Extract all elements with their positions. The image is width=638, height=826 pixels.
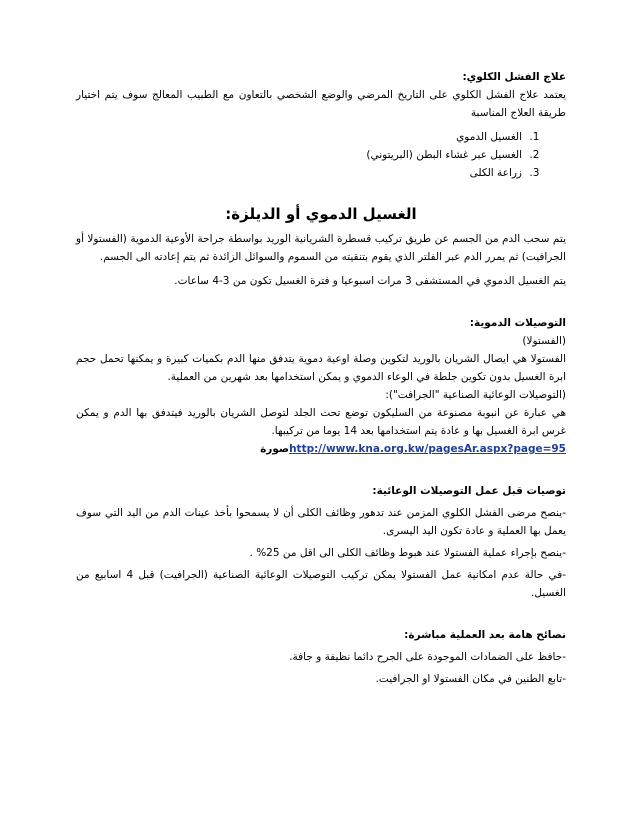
graft-subtitle: (التوصيلات الوعائية الصناعية "الجرافت"): [385, 389, 566, 401]
pre-access-recommendations-title: توصيات قبل عمل التوصيلات الوعائية: [372, 485, 566, 497]
recommendation-2: -ينصح بإجراء عملية الفستولا عند هبوط وظائف الكلى الى اقل من 25% . [249, 547, 566, 559]
list-item: 2. الغسيل عبر غشاء البطن (البريتوني) [76, 146, 526, 164]
hemodialysis-schedule: يتم الغسيل الدموي في المستشفى 3 مرات اسبوعيا و فترة الغسيل تكون من 3-4 ساعات. [174, 275, 566, 287]
recommendation-3: -في حالة عدم امكانية عمل الفستولا يمكن تركيب التوصيلات الوعائية الصناعية (الجرافيت) قبل 4 اسابيع من الغسيل. [76, 569, 567, 599]
list-item: 3. زراعة الكلى [76, 164, 526, 182]
hemodialysis-description: يتم سحب الدم من الجسم عن طريق تركيب قسطرة الشريانية الوريد بواسطة جراحة الأوعية الدموية (الفستولا أو الجرافيت) ثم يمرر الدم عبر الفلتر الذي يقوم بتنقيته من السموم والسوائل الزائدة ثم يتم إعادته الى الجسم. [76, 233, 566, 263]
list-item: 1. الغسيل الدموي [76, 128, 526, 146]
vascular-access-title: التوصيلات الدموية: [469, 317, 566, 329]
treatment-options-list [76, 128, 566, 182]
tip-1: -حافظ على الضمادات الموجودة على الجرح دائما نظيفة و جافة. [289, 651, 566, 663]
hemodialysis-title: الغسيل الدموي أو الديلزة: [225, 205, 417, 223]
fistula-description: الفستولا هي ايصال الشريان بالوريد لتكوين وصلة اوعية دموية يتدفق منها الدم بكميات كبيرة و يمكنها تحمل حجم ابرة الغسيل بدون تكوين جلطة في الوعاء الدموي و يمكن استخدامها بعد شهرين من العملية. [76, 353, 566, 383]
tip-2: -تابع الطنين في مكان الفستولا او الجرافيت. [375, 673, 566, 685]
treatment-intro: يعتمد علاج الفشل الكلوي على التاريخ المرضي والوضع الشخصي بالتعاون مع الطبيب المعالج سوف يتم اختيار طريقة العلاج المناسبة [76, 89, 566, 119]
kidney-failure-treatment-title: علاج الفشل الكلوي: [462, 71, 566, 83]
image-link-line [76, 440, 566, 458]
post-surgery-tips-title: نصائح هامة بعد العملية مباشرة: [404, 629, 566, 641]
graft-description: هي عبارة عن انبوبة مصنوعة من السليكون توضع تحت الجلد لتوصل الشريان بالوريد فيتدفق بها الدم و يمكن غرس ابرة الغسيل بها و عادة يتم استخدامها بعد 14 يوما من تركيبها. [76, 407, 566, 437]
image-label: صورة [260, 443, 290, 455]
recommendation-1: -ينصح مرضى الفشل الكلوي المزمن عند تدهور وظائف الكلى أن لا يسمحوا بأخذ عينات الدم من اليد التي سوف يعمل بها العملية و عادة تكون اليد اليسرى. [76, 507, 566, 537]
fistula-subtitle: (الفستولا) [522, 335, 566, 347]
kna-link[interactable]: http://www.kna.org.kw/pagesAr.aspx?page=95 [289, 443, 566, 455]
